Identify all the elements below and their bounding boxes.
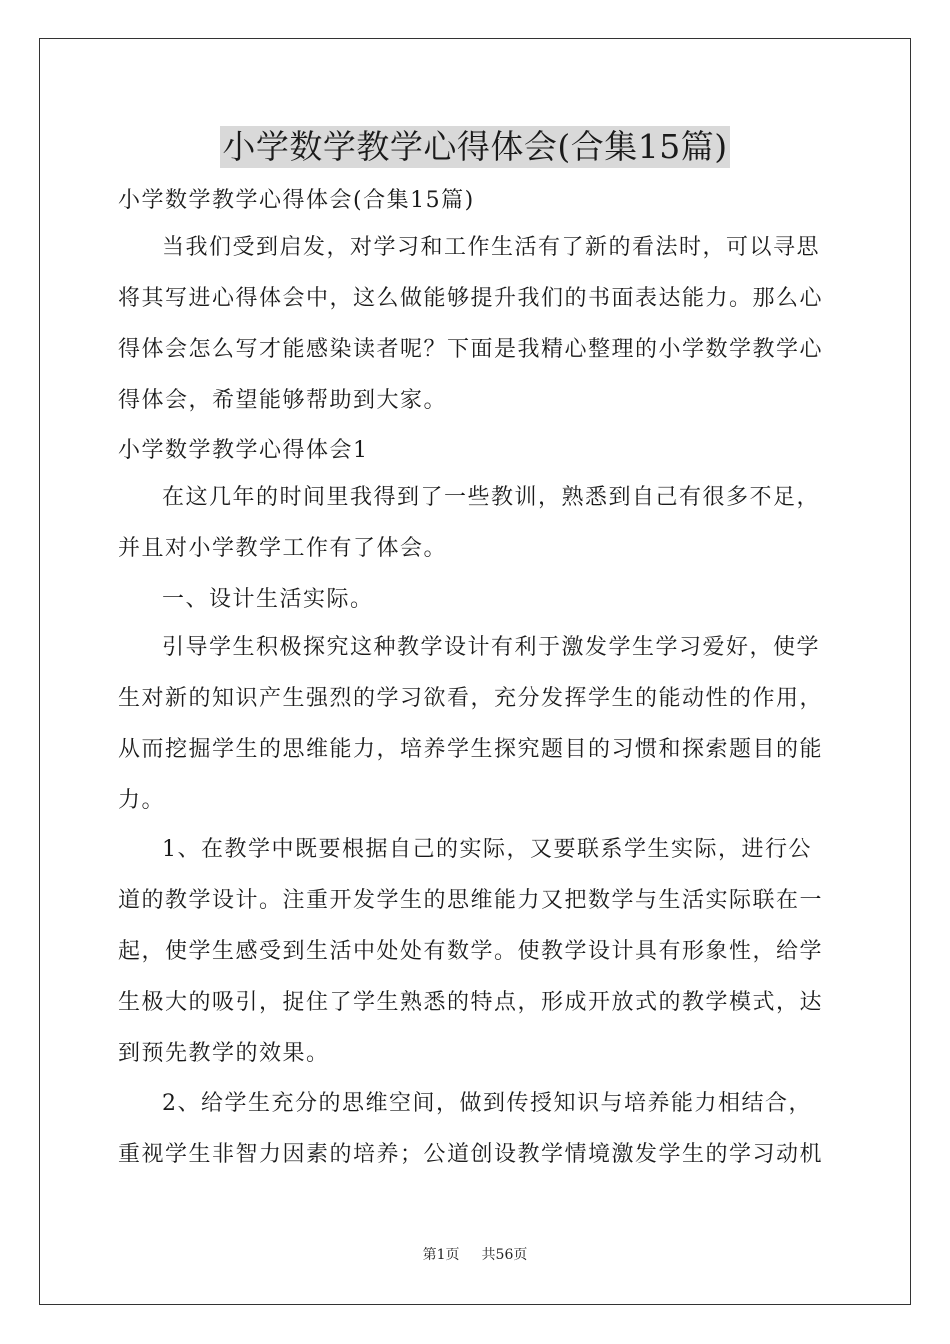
point-heading-block (118, 574, 834, 625)
paragraph-line: 生极大的吸引，捉住了学生熟悉的特点，形成开放式的教学模式，达 (118, 990, 824, 1015)
paragraph-line: 道的教学设计。注重开发学生的思维能力又把数学与生活实际联在一 (118, 888, 824, 913)
page-number: 第1页 (422, 1247, 460, 1263)
paragraph-line: 力。 (118, 788, 166, 813)
paragraph-1 (118, 472, 834, 574)
point-heading: 一、设计生活实际。 (162, 587, 374, 612)
paragraph-line: 从而挖掘学生的思维能力，培养学生探究题目的习惯和探索题目的能 (118, 737, 824, 762)
page-footer (0, 1244, 950, 1264)
document-title: 小学数学教学心得体会(合集15篇) (222, 127, 728, 166)
paragraph-line: 2、给学生充分的思维空间，做到传授知识与培养能力相结合， (162, 1091, 812, 1116)
paragraph-4 (118, 1078, 834, 1180)
title-container (0, 126, 950, 168)
document-subtitle: 小学数学教学心得体会(合集15篇) (118, 188, 475, 213)
paragraph-line: 1、在教学中既要根据自己的实际，又要联系学生实际，进行公 (162, 837, 812, 862)
paragraph-line: 并且对小学教学工作有了体会。 (118, 536, 448, 561)
paragraph-line: 生对新的知识产生强烈的学习欲看，充分发挥学生的能动性的作用， (118, 686, 824, 711)
intro-paragraph (118, 222, 834, 426)
paragraph-line: 在这几年的时间里我得到了一些教训，熟悉到自己有很多不足， (162, 485, 821, 510)
paragraph-line: 起，使学生感受到生活中处处有数学。使教学设计具有形象性，给学 (118, 939, 824, 964)
paragraph-line: 得体会怎么写才能感染读者呢？下面是我精心整理的小学数学教学心 (118, 337, 824, 362)
section-heading: 小学数学教学心得体会1 (118, 438, 369, 463)
paragraph-3 (118, 824, 834, 1079)
paragraph-line: 引导学生积极探究这种教学设计有利于激发学生学习爱好，使学 (162, 635, 821, 660)
paragraph-line: 到预先教学的效果。 (118, 1041, 330, 1066)
paragraph-2 (118, 622, 834, 826)
paragraph-line: 将其写进心得体会中，这么做能够提升我们的书面表达能力。那么心 (118, 286, 824, 311)
page-total: 共56页 (481, 1247, 528, 1263)
paragraph-line: 重视学生非智力因素的培养；公道创设教学情境激发学生的学习动机 (118, 1142, 824, 1167)
paragraph-line: 当我们受到启发，对学习和工作生活有了新的看法时，可以寻思 (162, 235, 821, 260)
paragraph-line: 得体会，希望能够帮助到大家。 (118, 388, 448, 413)
